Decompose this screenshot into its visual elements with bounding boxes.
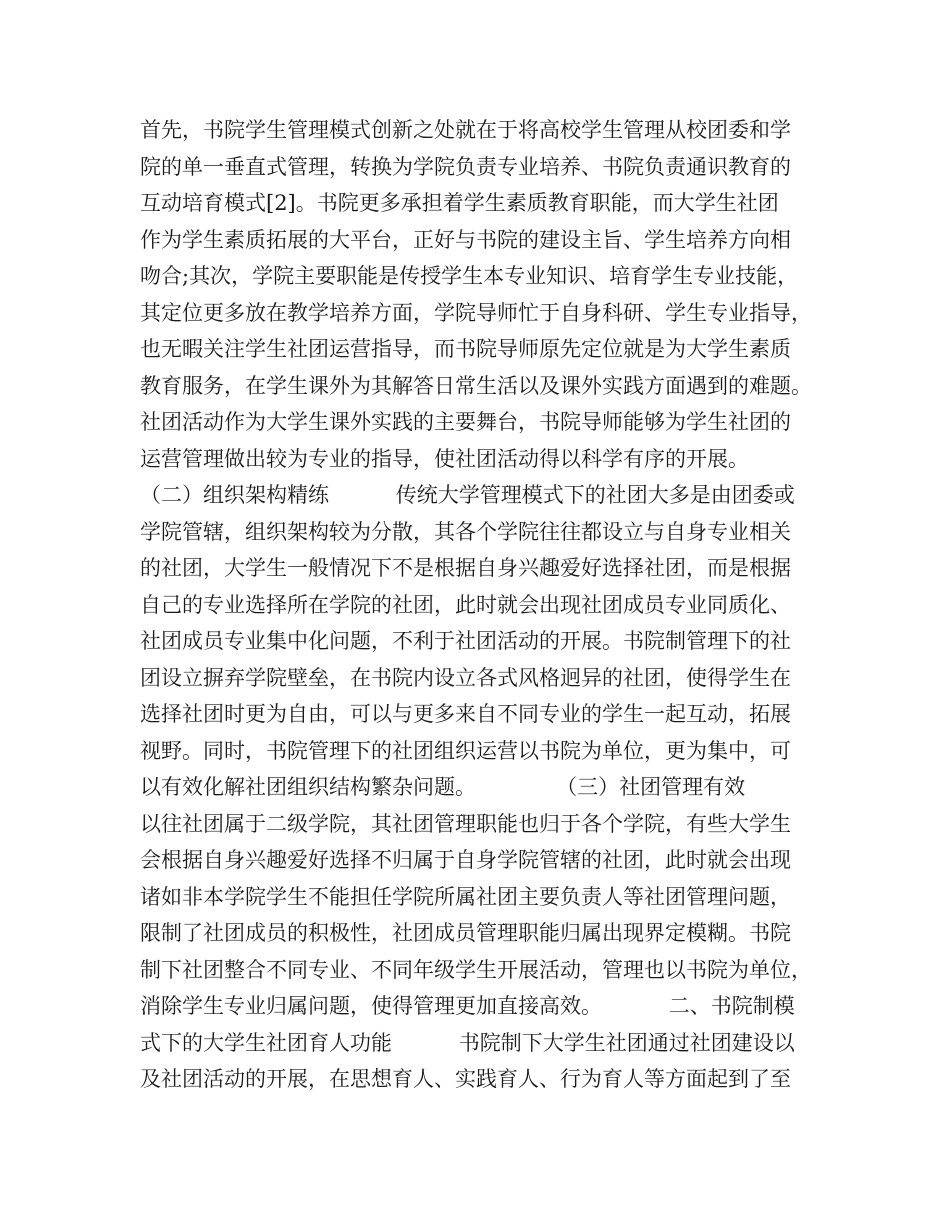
text-line: 社团成员专业集中化问题，不利于社团活动的开展。书院制管理下的社: [140, 629, 791, 653]
text-line: 视野。同时，书院管理下的社团组织运营以书院为单位，更为集中，可: [140, 738, 791, 763]
text-line: 的社团，大学生一般情况下不是根据自身兴趣爱好选择社团，而是根据: [140, 556, 791, 580]
text-line: 社团活动作为大学生课外实践的主要舞台，书院导师能够为学生社团的: [140, 410, 791, 434]
text-line: 首先，书院学生管理模式创新之处就在于将高校学生管理从校团委和学: [140, 118, 791, 142]
text-line: 以往社团属于二级学院，其社团管理职能也归于各个学院，有些大学生: [140, 811, 791, 836]
text-line: 以有效化解社团组织结构繁杂问题。 （三）社团管理有效: [140, 775, 746, 799]
text-line: 运营管理做出较为专业的指导，使社团活动得以科学有序的开展。: [140, 446, 749, 471]
text-line: 自己的专业选择所在学院的社团，此时就会出现社团成员专业同质化、: [140, 592, 791, 617]
text-line: 诸如非本学院学生不能担任学院所属社团主要负责人等社团管理问题，: [140, 884, 791, 909]
text-line: 作为学生素质拓展的大平台，正好与书院的建设主旨、学生培养方向相: [140, 227, 791, 252]
text-line: 其定位更多放在教学培养方面，学院导师忙于自身科研、学生专业指导，: [140, 300, 812, 325]
text-line: 也无暇关注学生社团运营指导，而书院导师原先定位就是为大学生素质: [140, 337, 791, 361]
text-line: 限制了社团成员的积极性，社团成员管理职能归属出现界定模糊。书院: [140, 921, 791, 945]
text-line: 及社团活动的开展，在思想育人、实践育人、行为育人等方面起到了至: [140, 1067, 791, 1091]
body-text: [140, 112, 820, 1098]
text-line: 院的单一垂直式管理，转换为学院负责专业培养、书院负责通识教育的: [140, 154, 791, 179]
text-line: 消除学生专业归属问题，使得管理更加直接高效。 二、书院制模: [140, 994, 795, 1018]
text-line: 团设立摒弃学院壁垒，在书院内设立各式风格迥异的社团，使得学生在: [140, 665, 791, 690]
text-line: 教育服务，在学生课外为其解答日常生活以及课外实践方面遇到的难题。: [140, 373, 812, 398]
text-line: 制下社团整合不同专业、不同年级学生开展活动，管理也以书院为单位，: [140, 957, 812, 982]
text-line: （二）组织架构精练 传统大学管理模式下的社团大多是由团委或: [140, 483, 795, 507]
text-line: 互动培育模式[2]。书院更多承担着学生素质教育职能，而大学生社团: [140, 191, 779, 215]
text-line: 学院管辖，组织架构较为分散，其各个学院往往都设立与自身专业相关: [140, 519, 791, 544]
text-line: 式下的大学生社团育人功能 书院制下大学生社团通过社团建设以: [140, 1030, 795, 1055]
text-line: 会根据自身兴趣爱好选择不归属于自身学院管辖的社团，此时就会出现: [140, 848, 791, 872]
text-line: 选择社团时更为自由，可以与更多来自不同专业的学生一起互动，拓展: [140, 702, 791, 726]
text-line: 吻合;其次，学院主要职能是传授学生本专业知识、培育学生专业技能，: [140, 264, 799, 288]
